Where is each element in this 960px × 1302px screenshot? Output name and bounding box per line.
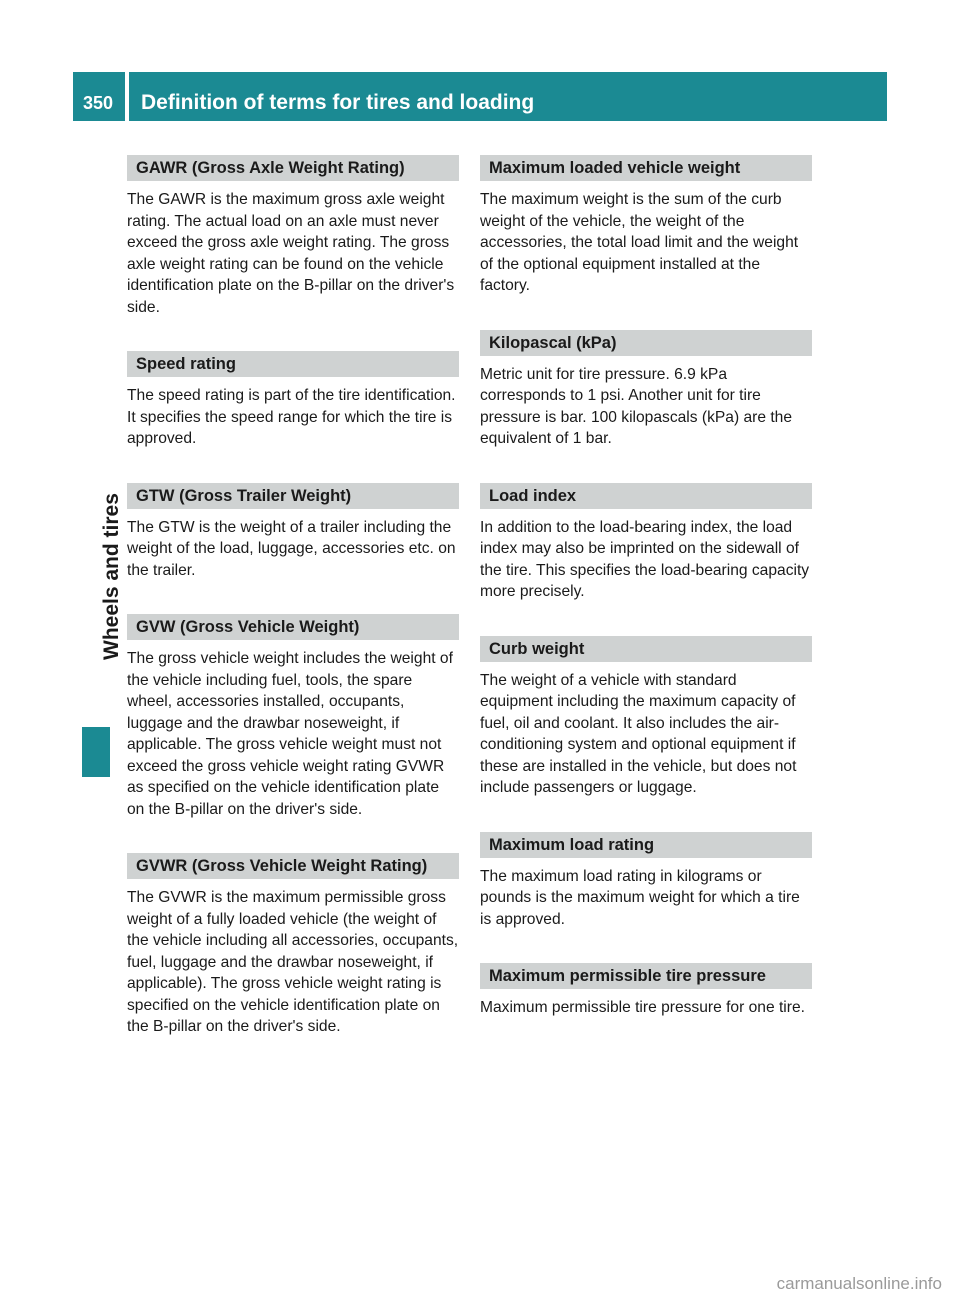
section-heading: Speed rating <box>127 351 459 377</box>
section-body: The GTW is the weight of a trailer including the weight of the load, luggage, accessories etc. on the trailer. <box>127 518 456 579</box>
section-heading: Kilopascal (kPa) <box>480 330 812 356</box>
section-heading: Curb weight <box>480 636 812 662</box>
section-body: The maximum weight is the sum of the curb weight of the vehicle, the weight of the accessories, the total load limit and the weight of the optional equipment installed at the factory. <box>480 191 799 294</box>
watermark: carmanualsonline.info <box>776 1274 942 1293</box>
section <box>480 155 812 297</box>
section-heading: GAWR (Gross Axle Weight Rating) <box>127 155 459 181</box>
section-heading: Maximum permissible tire pressure <box>480 963 812 989</box>
section-body: Maximum permissible tire pressure for one tire. <box>480 999 805 1016</box>
section <box>480 483 812 603</box>
section <box>127 155 459 318</box>
section <box>480 636 812 799</box>
side-tab-marker <box>82 727 110 777</box>
section-body: The speed rating is part of the tire identification. It specifies the speed range for which the tire is approved. <box>127 387 456 447</box>
section-body: The GAWR is the maximum gross axle weight rating. The actual load on an axle must never exceed the gross axle weight rating. The gross axle weight rating can be found on the vehicle identification plate on the B-pillar on the driver's side. <box>127 191 455 316</box>
section-body: The weight of a vehicle with standard equipment including the maximum capacity of fuel, oil and coolant. It also includes the air-conditioning system and optional equipment if these are installed in the vehicle, but does not include passengers or luggage. <box>480 671 797 796</box>
section <box>480 832 812 931</box>
section-body: The GVWR is the maximum permissible gross weight of a fully loaded vehicle (the weight of the vehicle including all accessories, occupants, fuel, luggage and the drawbar noseweight, if applicable). The gross vehicle weight rating is specified on the vehicle identification plate on the B-pillar on the driver's side. <box>127 889 459 1035</box>
page-header <box>73 72 887 121</box>
section-body: The gross vehicle weight includes the weight of the vehicle including fuel, tools, the spare wheel, accessories installed, occupants, luggage and the drawbar noseweight, if applicable. The gross vehicle weight must not exceed the gross vehicle weight rating GVWR as specified on the vehicle identification plate on the B-pillar on the driver's side. <box>127 650 453 818</box>
section-heading: GVWR (Gross Vehicle Weight Rating) <box>127 853 459 879</box>
section <box>127 483 459 582</box>
section-heading: GVW (Gross Vehicle Weight) <box>127 614 459 640</box>
right-column <box>480 155 812 1052</box>
section <box>127 853 459 1038</box>
section <box>127 614 459 820</box>
section-heading: GTW (Gross Trailer Weight) <box>127 483 459 509</box>
left-column <box>127 155 459 1071</box>
section-body: In addition to the load-bearing index, the load index may also be imprinted on the sidewall of the tire. This specifies the load-bearing capacity more precisely. <box>480 518 810 600</box>
section <box>127 351 459 450</box>
section <box>480 963 812 1019</box>
section-heading: Maximum loaded vehicle weight <box>480 155 812 181</box>
page-number: 350 <box>83 93 114 113</box>
page-title: Definition of terms for tires and loading <box>141 91 535 114</box>
section <box>480 330 812 450</box>
section-body: The maximum load rating in kilograms or pounds is the maximum weight for which a tire is approved. <box>480 867 800 928</box>
section-body: Metric unit for tire pressure. 6.9 kPa corresponds to 1 psi. Another unit for tire pressure is bar. 100 kilopascals (kPa) are the equivalent of 1 bar. <box>480 365 793 447</box>
section-heading: Maximum load rating <box>480 832 812 858</box>
header-divider <box>125 72 129 121</box>
side-tab-label: Wheels and tires <box>100 493 123 660</box>
section-heading: Load index <box>480 483 812 509</box>
